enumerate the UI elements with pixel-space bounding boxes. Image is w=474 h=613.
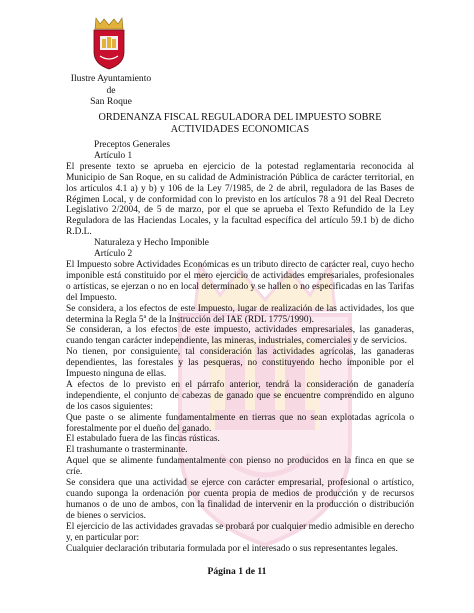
org-name-line3: San Roque bbox=[90, 96, 132, 107]
paragraph: Que paste o se alimente fundamentalmente en tierras que no sean explotadas agrícola o forestalmente por el dueño del ganado. bbox=[66, 412, 414, 434]
paragraph: Se consideran, a los efectos de este impuesto, actividades empresariales, las ganaderas, cuando tengan carácter independiente, las mineras, industriales, comerciales y de servicios. bbox=[66, 325, 414, 347]
coat-of-arms-icon bbox=[88, 14, 130, 70]
total-pages: 11 bbox=[257, 566, 267, 577]
article-heading: Artículo 1 bbox=[94, 150, 133, 161]
paragraph: El trashumante o trasterminante. bbox=[66, 445, 188, 456]
paragraph: No tienen, por consiguiente, tal consideración las actividades agrícolas, las ganaderas dependientes, las forestales y las pesqueras, no constituyendo hecho imponible por el Impuesto ninguna de ellas. bbox=[66, 347, 414, 380]
paragraph: El estabulado fuera de las fincas rústicas. bbox=[66, 434, 220, 445]
document-title: ORDENANZA FISCAL REGULADORA DEL IMPUESTO SOBRE ACTIVIDADES ECONOMICAS bbox=[98, 112, 382, 135]
paragraph: Cualquier declaración tributaria formulada por el interesado o sus representantes legales. bbox=[66, 543, 398, 554]
organization-header bbox=[66, 73, 156, 108]
org-name-line2: de bbox=[106, 84, 116, 96]
paragraph: Se considera, a los efectos de este Impuesto, lugar de realización de las actividades, los que determina la Regla 5ª de la Instrucción del IAE (RDL 1775/1990). bbox=[66, 303, 414, 325]
page-label: Página bbox=[207, 566, 236, 577]
document-body bbox=[66, 140, 414, 554]
section-heading: Preceptos Generales bbox=[94, 140, 171, 150]
page-footer bbox=[0, 566, 474, 577]
section-heading: Naturaleza y Hecho Imponible bbox=[94, 238, 209, 249]
page-of-label: de bbox=[245, 566, 255, 577]
paragraph: A efectos de lo previsto en el párrafo anterior, tendrá la consideración de ganadería independiente, el conjunto de cabezas de ganado que se encuentre comprendido en alguno de los casos siguientes: bbox=[66, 379, 414, 412]
paragraph: Se considera que una actividad se ejerce con carácter empresarial, profesional o artístico, cuando suponga la ordenación por cuenta propia de medios de producción y de recursos humanos o de uno de ambos, con la finalidad de intervenir en la producción o distribución de bienes o servicios. bbox=[66, 478, 414, 521]
paragraph: El presente texto se aprueba en ejercicio de la potestad reglamentaria reconocida al Municipio de San Roque, en su calidad de Administración Pública de carácter territorial, en los artículos 4.1 a) y b) y 106 de la Ley 7/1985, de 2 de abril, reguladora de las Bases de Régimen Local, y de conformidad con lo previsto en los artículos 78 a 91 del Real Decreto Legislativo 2/2004, de 5 de marzo, por el que se aprueba el Texto Refundido de la Ley Reguladora de las Haciendas Locales, y la facultad específica del artículo 59.1 b) de dicho R.D.L. bbox=[66, 161, 414, 238]
org-name-line1: Ilustre Ayuntamiento bbox=[70, 73, 152, 84]
paragraph: Aquel que se alimente fundamentalmente con pienso no producidos en la finca en que se críe. bbox=[66, 456, 414, 478]
paragraph: El ejercicio de las actividades gravadas se probará por cualquier medio admisible en derecho y, en particular por: bbox=[66, 521, 414, 543]
article-heading: Artículo 2 bbox=[94, 249, 133, 260]
paragraph: El Impuesto sobre Actividades Económicas es un tributo directo de carácter real, cuyo hecho imponible está constituido por el mero ejercicio de actividades empresariales, profesionales o artísticas, se ejerzan o no en local determinado y se hallen o no especificadas en las Tarifas del Impuesto. bbox=[66, 259, 414, 303]
page-number: 1 bbox=[238, 566, 243, 577]
